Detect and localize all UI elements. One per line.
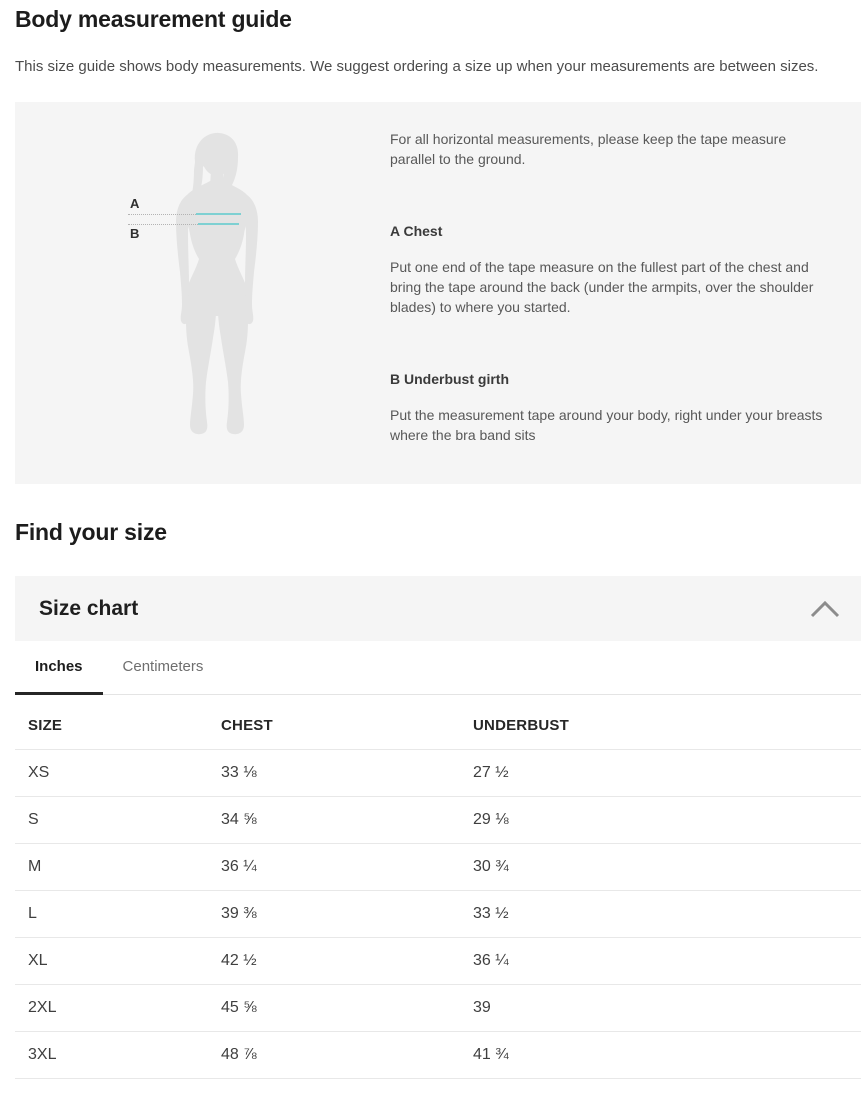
column-header-size: SIZE — [28, 717, 63, 734]
size-cell: L — [15, 891, 208, 938]
underbust-cell: 41 ¾ — [460, 1032, 861, 1079]
underbust-cell: 27 ½ — [460, 750, 861, 797]
table-row — [15, 938, 861, 985]
measure-leader-line-a — [128, 214, 196, 215]
instruction-section-underbust — [390, 369, 831, 445]
size-cell: S — [15, 797, 208, 844]
size-cell: M — [15, 844, 208, 891]
chest-cell: 42 ½ — [208, 938, 460, 985]
table-row — [15, 797, 861, 844]
tab-centimeters[interactable]: Centimeters — [122, 658, 204, 675]
table-row — [15, 1032, 861, 1079]
underbust-cell: 30 ¾ — [460, 844, 861, 891]
underbust-section-heading: B Underbust girth — [390, 371, 509, 387]
size-cell: XL — [15, 938, 208, 985]
chest-cell: 39 ⅜ — [208, 891, 460, 938]
table-row — [15, 891, 861, 938]
size-cell: XS — [15, 750, 208, 797]
chest-section-body: Put one end of the tape measure on the fullest part of the chest and bring the tape around the back (under the armpits, over the shoulder blades) to where you started. — [390, 259, 814, 315]
table-row — [15, 985, 861, 1032]
page-title: Body measurement guide — [15, 6, 292, 32]
table-header-row — [15, 695, 861, 750]
size-cell: 3XL — [15, 1032, 208, 1079]
column-header-chest: CHEST — [221, 717, 273, 734]
measurement-diagram — [15, 102, 390, 484]
unit-tabs — [15, 641, 861, 695]
underbust-section-body: Put the measurement tape around your body, right under your breasts where the bra band sits — [390, 407, 823, 443]
measurement-instructions — [390, 102, 861, 484]
chest-cell: 48 ⅞ — [208, 1032, 460, 1079]
instruction-section-chest — [390, 221, 831, 317]
table-row — [15, 844, 861, 891]
column-header-underbust: UNDERBUST — [473, 717, 569, 734]
page-subtitle: This size guide shows body measurements. We suggest ordering a size up when your measurements are between sizes. — [15, 58, 819, 75]
measurement-guide-panel — [15, 102, 861, 484]
chest-cell: 34 ⅝ — [208, 797, 460, 844]
chest-cell: 33 ⅛ — [208, 750, 460, 797]
chest-section-heading: A Chest — [390, 223, 443, 239]
measure-leader-line-b — [128, 224, 198, 225]
underbust-cell: 33 ½ — [460, 891, 861, 938]
size-cell: 2XL — [15, 985, 208, 1032]
size-chart-table — [15, 695, 861, 1079]
underbust-cell: 29 ⅛ — [460, 797, 861, 844]
chest-cell: 36 ¼ — [208, 844, 460, 891]
size-chart-collapse-toggle[interactable] — [15, 576, 861, 641]
underbust-tape-line — [198, 223, 239, 225]
find-your-size-heading: Find your size — [15, 519, 167, 545]
measure-label-a: A — [130, 196, 140, 211]
chevron-up-icon[interactable] — [809, 600, 841, 618]
chest-cell: 45 ⅝ — [208, 985, 460, 1032]
underbust-cell: 36 ¼ — [460, 938, 861, 985]
chest-tape-line — [196, 213, 241, 215]
table-row — [15, 750, 861, 797]
size-chart-title: Size chart — [39, 596, 139, 620]
underbust-cell: 39 — [460, 985, 861, 1032]
tab-inches[interactable]: Inches — [15, 641, 103, 694]
measure-label-b: B — [130, 226, 140, 241]
measurement-intro-text: For all horizontal measurements, please keep the tape measure parallel to the ground. — [390, 131, 787, 167]
female-body-silhouette-icon — [111, 132, 323, 442]
